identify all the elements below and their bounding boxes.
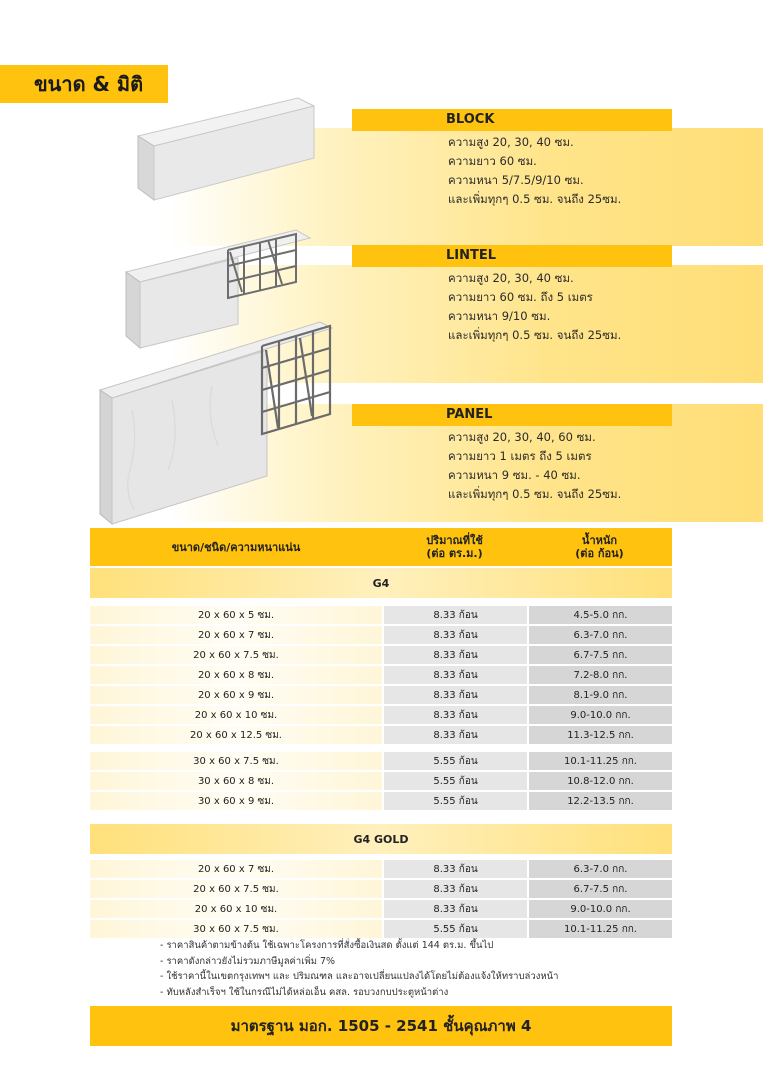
block-spec-line: ความหนา 5/7.5/9/10 ซม.: [448, 173, 584, 187]
cell-qty: 8.33 ก้อน: [384, 666, 527, 684]
table-row: [90, 792, 672, 810]
note-line: - ใช้ราคานี้ในเขตกรุงเทพฯ และ ปริมณฑล และอาจเปลี่ยนแปลงได้โดยไม่ต้องแจ้งให้ทราบล่วงหน้า: [160, 971, 559, 982]
table-row: [90, 646, 672, 664]
cell-size: 30 x 60 x 7.5 ซม.: [90, 752, 382, 770]
cell-qty: 5.55 ก้อน: [384, 752, 527, 770]
cell-size: 20 x 60 x 10 ซม.: [90, 900, 382, 918]
cell-weight: 10.8-12.0 กก.: [529, 772, 672, 790]
table-row: [90, 772, 672, 790]
table-row: [90, 880, 672, 898]
cell-qty: 8.33 ก้อน: [384, 646, 527, 664]
cell-size: 30 x 60 x 8 ซม.: [90, 772, 382, 790]
cell-weight: 9.0-10.0 กก.: [529, 706, 672, 724]
cell-qty: 8.33 ก้อน: [384, 606, 527, 624]
block-spec-line: ความยาว 60 ซม.: [448, 154, 537, 168]
cell-size: 30 x 60 x 7.5 ซม.: [90, 920, 382, 938]
lintel-spec-title: LINTEL: [352, 245, 672, 267]
note-line: - ราคาดังกล่าวยังไม่รวมภาษีมูลค่าเพิ่ม 7%: [160, 955, 336, 967]
lintel-spec-line: ความหนา 9/10 ซม.: [448, 309, 551, 323]
cell-qty: 8.33 ก้อน: [384, 626, 527, 644]
page-title: ขนาด & มิติ: [0, 65, 168, 103]
table-row: [90, 606, 672, 624]
header-quantity-line1: ปริมาณที่ใช้: [426, 534, 483, 547]
table-row: [90, 666, 672, 684]
header-weight: [527, 534, 672, 560]
panel-spec-line: ความยาว 1 เมตร ถึง 5 เมตร: [448, 449, 592, 463]
cell-size: 20 x 60 x 12.5 ซม.: [90, 726, 382, 744]
cell-size: 20 x 60 x 5 ซม.: [90, 606, 382, 624]
cell-weight: 6.3-7.0 กก.: [529, 860, 672, 878]
header-quantity: [382, 534, 527, 560]
cell-size: 20 x 60 x 7.5 ซม.: [90, 880, 382, 898]
cell-qty: 8.33 ก้อน: [384, 900, 527, 918]
block-illustration: [130, 96, 320, 206]
cell-weight: 9.0-10.0 กก.: [529, 900, 672, 918]
cell-size: 20 x 60 x 8 ซม.: [90, 666, 382, 684]
block-spec-title: BLOCK: [352, 109, 672, 131]
group-header-g4-gold: G4 GOLD: [90, 824, 672, 854]
cell-qty: 5.55 ก้อน: [384, 792, 527, 810]
block-spec-line: และเพิ่มทุกๆ 0.5 ซม. จนถึง 25ซม.: [448, 192, 622, 206]
lintel-spec: [352, 245, 672, 345]
table-row: [90, 752, 672, 770]
g4-gold-rows: [90, 860, 672, 938]
cell-weight: 12.2-13.5 กก.: [529, 792, 672, 810]
cell-weight: 10.1-11.25 กก.: [529, 920, 672, 938]
group-header-g4: G4: [90, 568, 672, 598]
panel-spec-line: และเพิ่มทุกๆ 0.5 ซม. จนถึง 25ซม.: [448, 487, 622, 501]
lintel-spec-line: ความยาว 60 ซม. ถึง 5 เมตร: [448, 290, 593, 304]
block-spec-line: ความสูง 20, 30, 40 ซม.: [448, 135, 574, 149]
table-row: [90, 706, 672, 724]
block-spec: [352, 109, 672, 209]
cell-weight: 6.7-7.5 กก.: [529, 880, 672, 898]
spec-table: [90, 528, 672, 938]
cell-size: 20 x 60 x 9 ซม.: [90, 686, 382, 704]
notes: [160, 938, 680, 1000]
panel-spec-line: ความสูง 20, 30, 40, 60 ซม.: [448, 430, 596, 444]
cell-size: 20 x 60 x 7 ซม.: [90, 626, 382, 644]
cell-weight: 6.7-7.5 กก.: [529, 646, 672, 664]
cell-qty: 5.55 ก้อน: [384, 772, 527, 790]
cell-qty: 8.33 ก้อน: [384, 686, 527, 704]
panel-illustration: [92, 310, 342, 530]
cell-weight: 7.2-8.0 กก.: [529, 666, 672, 684]
header-size: ขนาด/ชนิด/ความหนาแน่น: [171, 541, 301, 554]
table-row: [90, 860, 672, 878]
g4-rows: [90, 606, 672, 810]
table-row: [90, 686, 672, 704]
note-line: - ราคาสินค้าตามข้างต้น ใช้เฉพาะโครงการที่สั่งซื้อเงินสด ตั้งแต่ 144 ตร.ม. ขึ้นไป: [160, 940, 494, 951]
cell-qty: 8.33 ก้อน: [384, 706, 527, 724]
cell-qty: 8.33 ก้อน: [384, 726, 527, 744]
cell-size: 30 x 60 x 9 ซม.: [90, 792, 382, 810]
cell-size: 20 x 60 x 7 ซม.: [90, 860, 382, 878]
cell-qty: 8.33 ก้อน: [384, 860, 527, 878]
table-row: [90, 726, 672, 744]
standard-footer: มาตรฐาน มอก. 1505 - 2541 ชั้นคุณภาพ 4: [90, 1006, 672, 1046]
panel-spec: [352, 404, 672, 504]
cell-size: 20 x 60 x 10 ซม.: [90, 706, 382, 724]
lintel-spec-line: ความสูง 20, 30, 40 ซม.: [448, 271, 574, 285]
lintel-spec-line: และเพิ่มทุกๆ 0.5 ซม. จนถึง 25ซม.: [448, 328, 622, 342]
cell-qty: 5.55 ก้อน: [384, 920, 527, 938]
header-weight-line1: น้ำหนัก: [581, 534, 618, 547]
cell-weight: 10.1-11.25 กก.: [529, 752, 672, 770]
cell-weight: 8.1-9.0 กก.: [529, 686, 672, 704]
table-row: [90, 626, 672, 644]
table-row: [90, 900, 672, 918]
cell-weight: 6.3-7.0 กก.: [529, 626, 672, 644]
header-weight-line2: (ต่อ ก้อน): [575, 547, 624, 560]
table-row: [90, 920, 672, 938]
cell-weight: 4.5-5.0 กก.: [529, 606, 672, 624]
cell-qty: 8.33 ก้อน: [384, 880, 527, 898]
cell-weight: 11.3-12.5 กก.: [529, 726, 672, 744]
panel-spec-line: ความหนา 9 ซม. - 40 ซม.: [448, 468, 581, 482]
table-header: [90, 528, 672, 566]
cell-size: 20 x 60 x 7.5 ซม.: [90, 646, 382, 664]
header-quantity-line2: (ต่อ ตร.ม.): [426, 547, 483, 560]
note-line: - ทับหลังสำเร็จฯ ใช้ในกรณีไม่ได้หล่อเอ็น คสล. รอบวงกบประตูหน้าต่าง: [160, 986, 449, 998]
panel-spec-title: PANEL: [352, 404, 672, 426]
